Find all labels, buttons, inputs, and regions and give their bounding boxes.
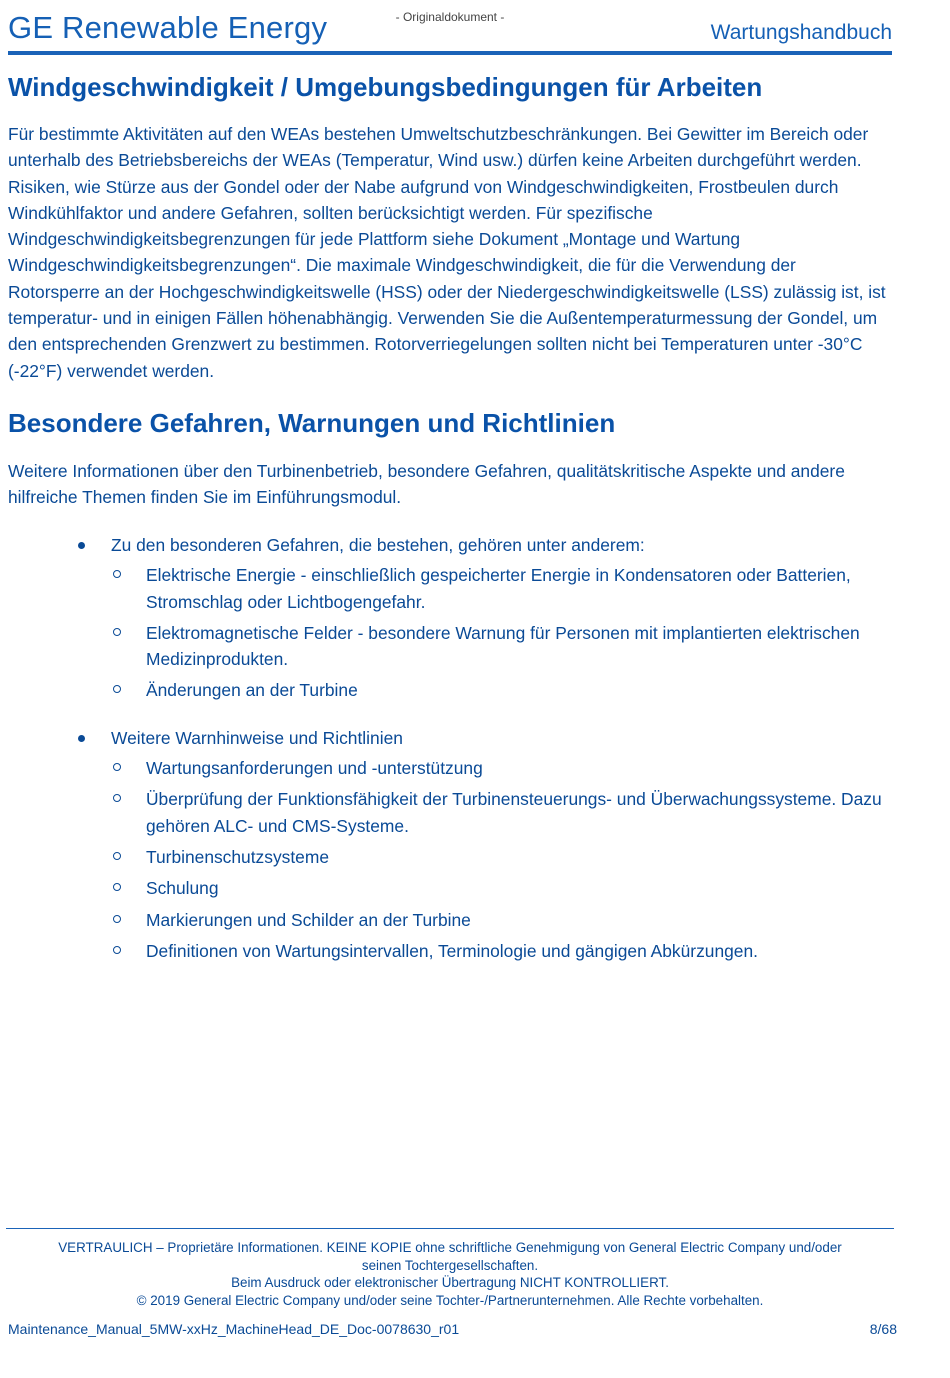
sub-list-item	[111, 844, 900, 870]
document-id: Maintenance_Manual_5MW-xxHz_MachineHead_DE_Doc-0078630_r01	[8, 1321, 460, 1337]
confidentiality-notice	[0, 1239, 900, 1309]
circle-bullet-icon	[113, 883, 121, 891]
sub-list-item-text: Turbinenschutzsysteme	[146, 846, 330, 867]
sub-list-item-text: Wartungsanforderungen und -unterstützung	[146, 758, 483, 779]
sub-list-item-text: Definitionen von Wartungsintervallen, Terminologie und gängigen Abkürzungen.	[146, 940, 758, 961]
company-name: GE Renewable Energy	[8, 10, 328, 45]
header-divider	[8, 51, 892, 55]
original-document-note: - Originaldokument -	[395, 10, 505, 24]
sub-list-item	[111, 907, 900, 933]
sub-list-item-text: Markierungen und Schilder an der Turbine	[146, 909, 471, 930]
sub-list-item	[111, 562, 900, 615]
bullet-icon	[78, 542, 85, 549]
footer-line: VERTRAULICH – Proprietäre Informationen. KEINE KOPIE ohne schriftliche Genehmigung von General Electric Company und/oder	[58, 1240, 842, 1255]
circle-bullet-icon	[113, 794, 121, 802]
section-text-hazards: Weitere Informationen über den Turbinenbetrieb, besondere Gefahren, qualitätskritische Aspekte und andere hilfreiche Themen finden Sie im Einführungsmodul.	[8, 461, 845, 508]
list-item-label: Weitere Warnhinweise und Richtlinien	[111, 727, 403, 748]
circle-bullet-icon	[113, 852, 121, 860]
section-heading-wind: Windgeschwindigkeit / Umgebungsbedingungen für Arbeiten	[8, 72, 763, 102]
list-item	[0, 725, 900, 964]
list-item	[0, 532, 900, 704]
sub-list	[111, 562, 900, 703]
sub-list-item	[111, 875, 900, 901]
sub-list-item	[111, 786, 900, 839]
section-heading-hazards: Besondere Gefahren, Warnungen und Richtlinien	[8, 408, 616, 438]
sub-list-item-text: Schulung	[146, 878, 219, 899]
circle-bullet-icon	[113, 628, 121, 636]
section-text-wind: Für bestimmte Aktivitäten auf den WEAs bestehen Umweltschutzbeschränkungen. Bei Gewitter im Bereich oder unterhalb des Betriebsbereichs der WEAs (Temperatur, Wind usw.) dürfen keine Arbeiten durchgeführt werden. Risiken, wie Stürze aus der Gondel oder der Nabe aufgrund von Windgeschwindigkeiten, Frostbeulen durch Windkühlfaktor und andere Gefahren, sollten berücksichtigt werden. Für spezifische Windgeschwindigkeitsbegrenzungen für jede Plattform siehe Dokument „Montage und Wartung Windgeschwindigkeitsbegrenzungen“. Die maximale Windgeschwindigkeit, die für die Verwendung der Rotorsperre an der Hochgeschwindigkeitswelle (HSS) oder der Niedergeschwindigkeitswelle (LSS) zulässig ist, ist temperatur- und in einigen Fällen höhenabhängig. Verwenden Sie die Außentemperaturmessung der Gondel, um den entsprechenden Grenzwert zu bestimmen. Rotorverriegelungen sollten nicht bei Temperaturen unter -30°C (-22°F) verwendet werden.	[8, 124, 886, 381]
circle-bullet-icon	[113, 763, 121, 771]
sub-list-item	[111, 938, 900, 964]
manual-title: Wartungshandbuch	[710, 21, 892, 44]
sub-list-item-text: Elektromagnetische Felder - besondere Warnung für Personen mit implantierten elektrischen Medizinprodukten.	[146, 622, 860, 670]
footer-line: Beim Ausdruck oder elektronischer Übertragung NICHT KONTROLLIERT.	[231, 1275, 669, 1291]
list-item-label: Zu den besonderen Gefahren, die bestehen, gehören unter anderem:	[111, 535, 645, 555]
footer-divider	[6, 1228, 894, 1229]
copyright-line: © 2019 General Electric Company und/oder seine Tochter-/Partnerunternehmen. Alle Rechte vorbehalten.	[136, 1292, 764, 1308]
hazard-list	[0, 532, 900, 985]
circle-bullet-icon	[113, 685, 121, 693]
bullet-icon	[78, 735, 85, 742]
sub-list-item-text: Überprüfung der Funktionsfähigkeit der Turbinensteuerungs- und Überwachungssysteme. Dazu gehören ALC- und CMS-Systeme.	[146, 789, 882, 836]
circle-bullet-icon	[113, 915, 121, 923]
sub-list-item-text: Änderungen an der Turbine	[146, 680, 358, 701]
circle-bullet-icon	[113, 570, 121, 578]
sub-list	[111, 755, 900, 964]
circle-bullet-icon	[113, 946, 121, 954]
page-number: 8/68	[869, 1321, 897, 1337]
sub-list-item	[111, 620, 900, 673]
sub-list-item	[111, 755, 900, 781]
sub-list-item	[111, 677, 900, 703]
sub-list-item-text: Elektrische Energie - einschließlich gespeicherter Energie in Kondensatoren oder Batterien, Stromschlag oder Lichtbogengefahr.	[146, 565, 851, 612]
footer-line: seinen Tochtergesellschaften.	[361, 1257, 539, 1273]
